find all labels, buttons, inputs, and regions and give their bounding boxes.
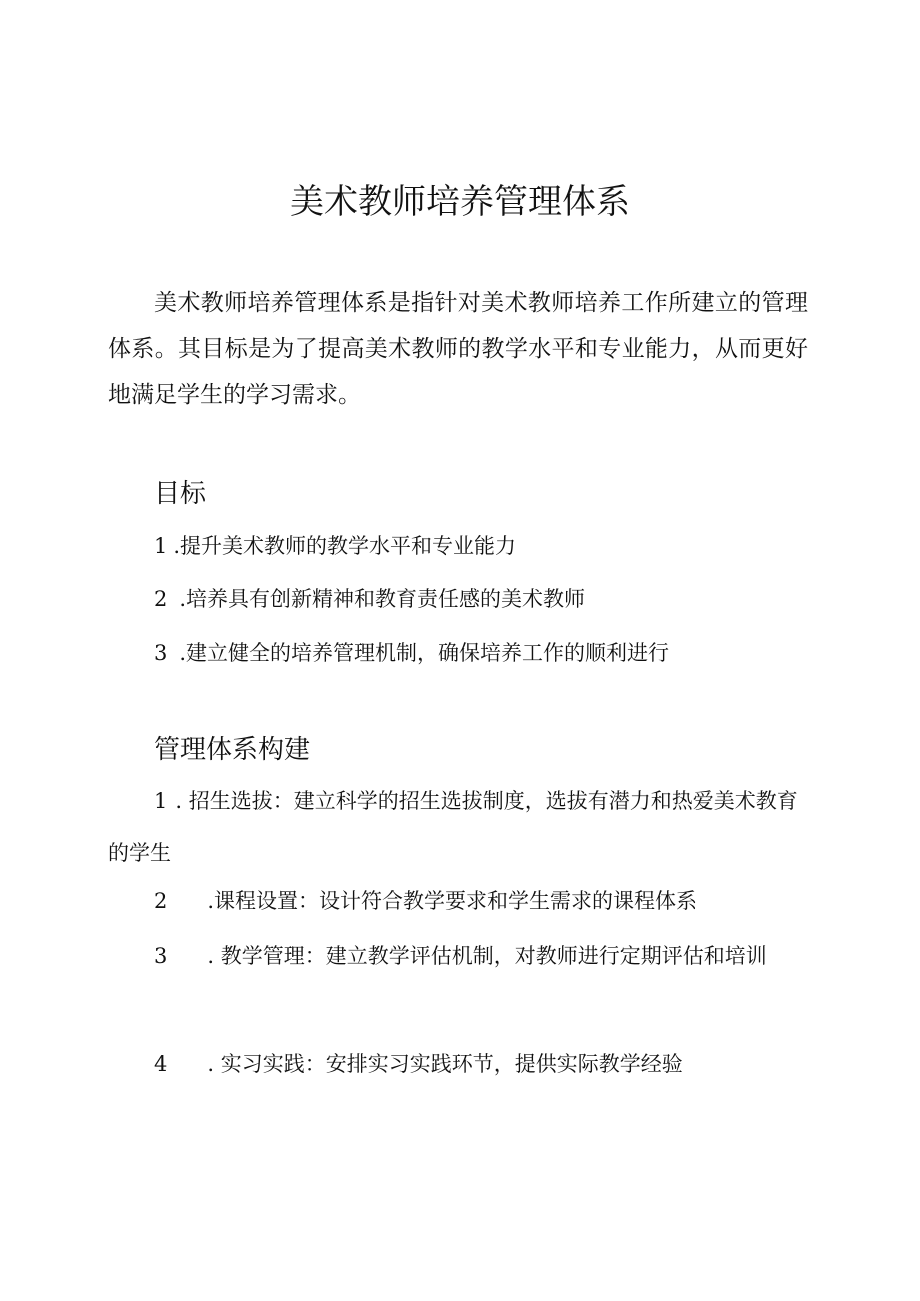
system-item-text: . 教学管理：建立教学评估机制，对教师进行定期评估和培训	[207, 944, 767, 968]
system-heading: 管理体系构建	[154, 735, 311, 765]
goals-heading: 目标	[154, 479, 207, 509]
system-item-text: . 招生选拔：建立科学的招生选拔制度，选拔有潜力和热爱美术教育的学生	[108, 789, 798, 865]
goal-item-2	[154, 583, 585, 615]
system-item-1	[108, 775, 810, 879]
system-item-number: 4	[154, 1052, 168, 1076]
goal-item-1	[154, 530, 516, 562]
document-title: 美术教师培养管理体系	[290, 182, 630, 222]
system-item-4	[108, 1038, 810, 1090]
goal-item-number: 1	[154, 534, 168, 558]
system-item-text: . 实习实践：安排实习实践环节，提供实际教学经验	[207, 1052, 683, 1076]
goal-item-text: .培养具有创新精神和教育责任感的美术教师	[179, 587, 586, 611]
intro-paragraph: 美术教师培养管理体系是指针对美术教师培养工作所建立的管理体系。其目标是为了提高美术教师的教学水平和专业能力，从而更好地满足学生的学习需求。	[108, 290, 808, 408]
goal-item-number: 3	[154, 641, 168, 665]
system-item-number: 2	[154, 889, 168, 913]
system-item-text: .课程设置：设计符合教学要求和学生需求的课程体系	[207, 889, 698, 913]
goal-item-number: 2	[154, 587, 168, 611]
goal-item-3	[154, 637, 669, 669]
goal-item-text: .建立健全的培养管理机制，确保培养工作的顺利进行	[179, 641, 670, 665]
system-item-number: 1	[154, 789, 168, 813]
goal-item-text: .提升美术教师的教学水平和专业能力	[173, 534, 517, 558]
system-item-2	[108, 875, 810, 927]
system-item-3	[108, 930, 810, 982]
system-item-number: 3	[154, 944, 168, 968]
